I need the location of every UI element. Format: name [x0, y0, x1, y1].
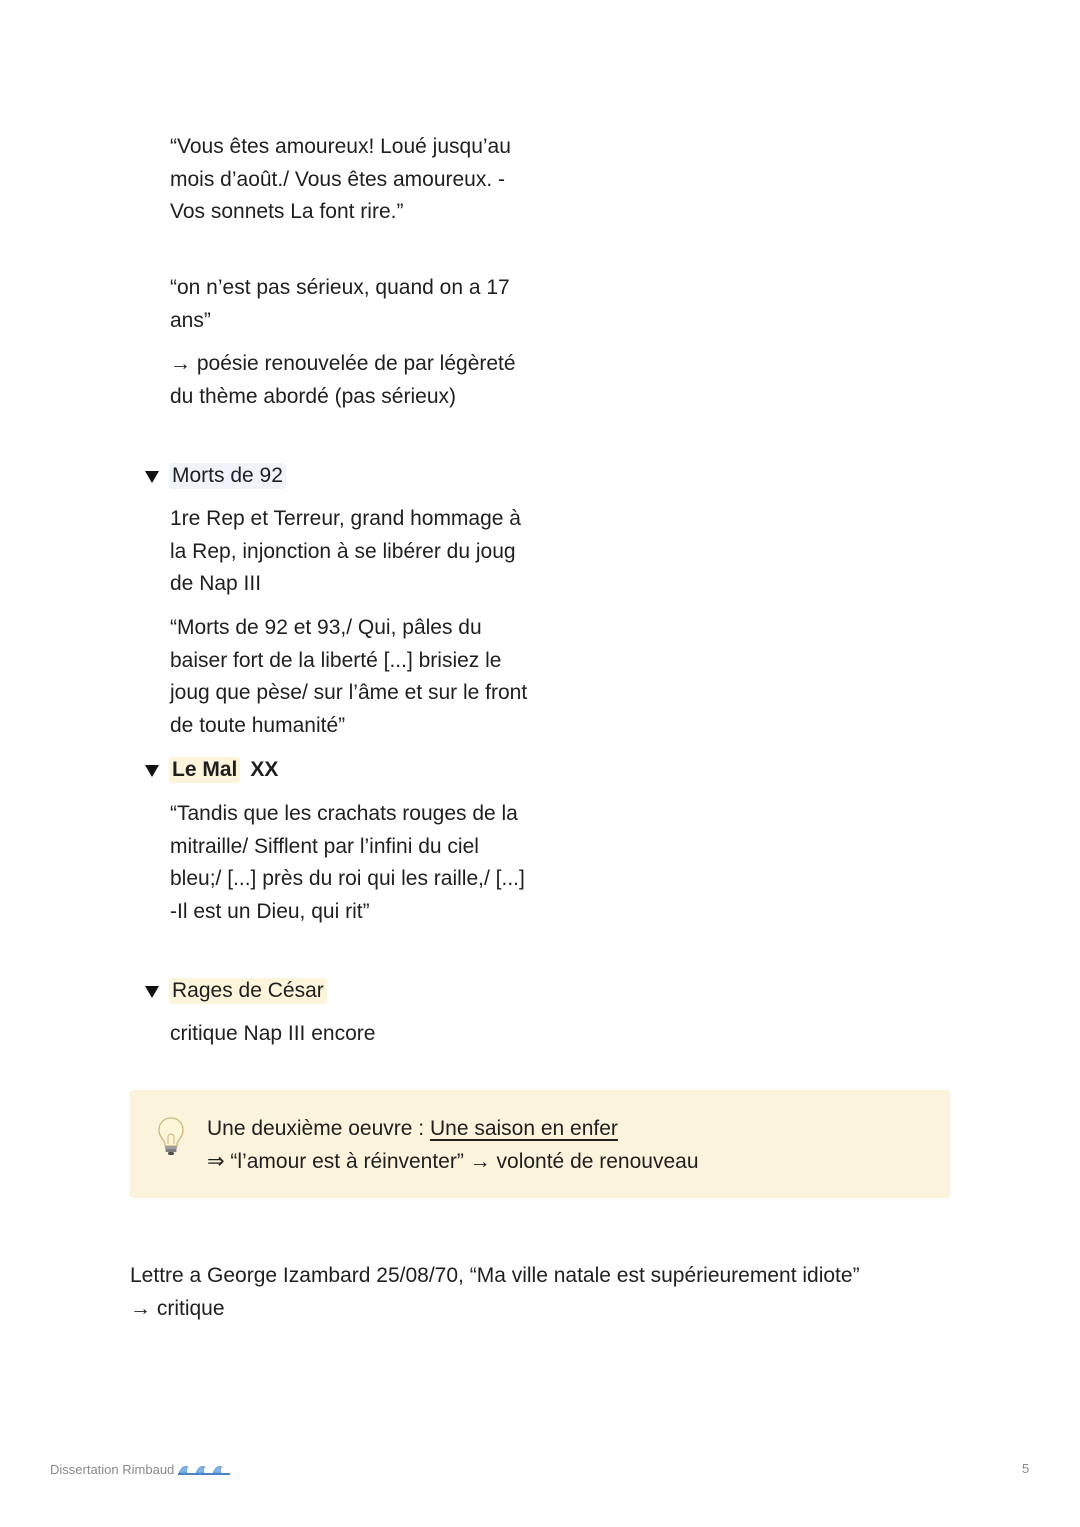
callout-line-2: ⇒ “l’amour est à réinventer” → volonté de renouveau — [207, 1150, 699, 1173]
toggle-triangle-icon[interactable] — [145, 765, 159, 777]
toggle-triangle-icon[interactable] — [145, 986, 159, 998]
wave-emoji-icon — [178, 1461, 230, 1478]
toggle-title-suffix: XX — [250, 758, 279, 781]
letter-line-2: → critique — [130, 1297, 225, 1320]
work-link[interactable]: Une saison en enfer — [429, 1117, 618, 1140]
callout-box — [130, 1090, 950, 1198]
toggle-title: Le Mal — [169, 757, 240, 783]
morts-context: 1re Rep et Terreur, grand hommage à la Rep, injonction à se libérer du joug de Nap III — [170, 507, 521, 595]
toggle-title: Morts de 92 — [169, 463, 286, 489]
callout-line-1 — [207, 1112, 699, 1145]
toggle-morts-de-92[interactable] — [145, 460, 286, 492]
rages-note: critique Nap III encore — [170, 1022, 376, 1045]
callout-prefix: Une deuxième oeuvre : — [207, 1117, 430, 1140]
toggle-triangle-icon[interactable] — [145, 471, 159, 483]
quote-serieux: “on n’est pas sérieux, quand on a 17 ans” — [170, 276, 510, 332]
toggle-le-mal[interactable] — [145, 754, 278, 786]
page-number: 5 — [1022, 1461, 1030, 1476]
letter-note — [130, 1259, 970, 1325]
analysis-renouvelee: → poésie renouvelée de par légèreté du thème abordé (pas sérieux) — [170, 352, 516, 408]
letter-line-1: Lettre a George Izambard 25/08/70, “Ma ville natale est supérieurement idiote” — [130, 1264, 860, 1287]
le-mal-quote: “Tandis que les crachats rouges de la mitraille/ Sifflent par l’infini du ciel bleu;/ [...] près du roi qui les raille,/ [...] -Il est un Dieu, qui rit” — [170, 802, 525, 923]
footer-title — [50, 1461, 230, 1478]
toggle-rages-de-cesar[interactable] — [145, 975, 327, 1007]
morts-quote: “Morts de 92 et 93,/ Qui, pâles du baiser fort de la liberté [...] brisiez le joug que pèse/ sur l’âme et sur le front de toute humanité” — [170, 616, 528, 737]
toggle-title: Rages de César — [169, 978, 327, 1004]
footer-title-text: Dissertation Rimbaud — [50, 1462, 175, 1477]
quote-amoureux: “Vous êtes amoureux! Loué jusqu’au mois d’août./ Vous êtes amoureux. - Vos sonnets La font rire.” — [170, 135, 511, 223]
lightbulb-icon — [158, 1116, 184, 1161]
callout-text — [207, 1112, 699, 1178]
